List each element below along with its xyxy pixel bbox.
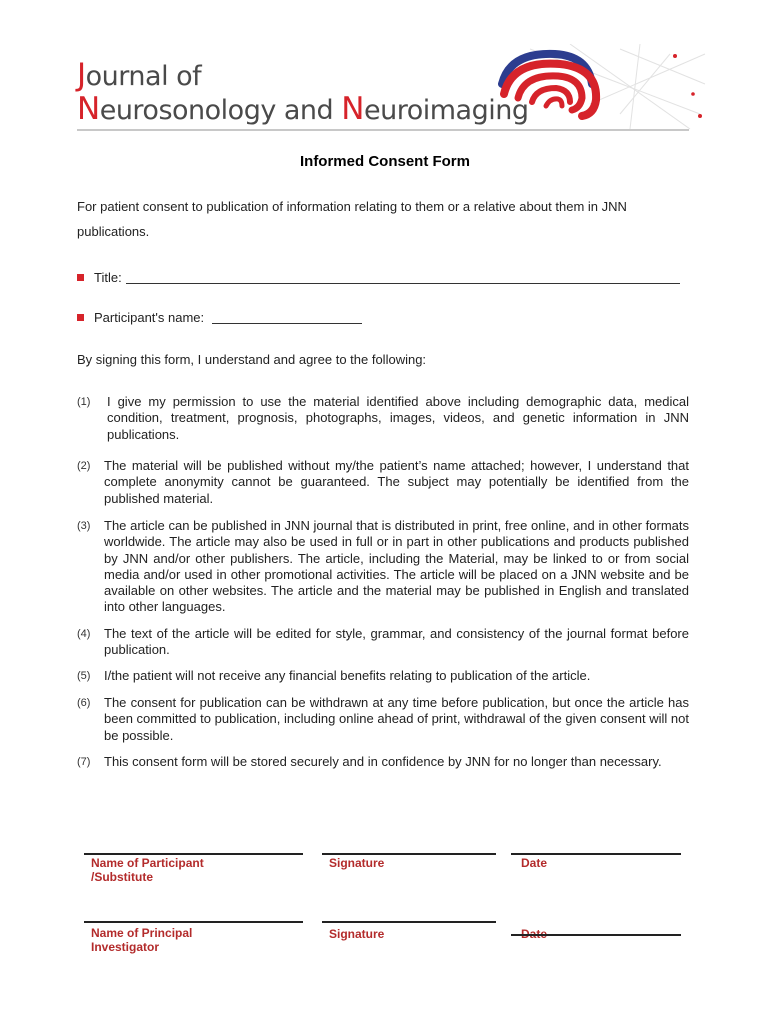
- logo-initial-n1: N: [77, 91, 100, 127]
- participant-name-label-line1: Name of Participant: [91, 856, 204, 870]
- title-field-label: Title:: [94, 270, 122, 285]
- item-text: The article can be published in JNN journal that is distributed in print, free online, and in other formats worldwide. The article may also be used in full or in part in other publications and products published by JNN and/or other publishers. The article, including the Material, may be linked to or from social media and/or used in other promotional activities. The article will be placed on a JNN website and be available on other websites. The article and the material may be published in English and translated into other languages.: [104, 518, 689, 615]
- item-text: The material will be published without my/the patient’s name attached; however, I understand that complete anonymity cannot be guaranteed. The subject may potentially be identified from the published material.: [104, 458, 689, 506]
- form-title: Informed Consent Form: [299, 153, 470, 170]
- item-text: The consent for publication can be withdrawn at any time before publication, but once the article has been committed to publication, including online ahead of print, withdrawal of the given consent will not be possible.: [104, 695, 689, 743]
- investigator-signature-line[interactable]: [322, 921, 496, 923]
- participant-field-label: Participant's name:: [94, 310, 205, 325]
- item-number: (6): [77, 697, 91, 709]
- item-number: (1): [77, 396, 91, 408]
- logo-initial-n2: N: [341, 91, 364, 127]
- title-field-row: [77, 270, 680, 285]
- participant-name-label: [91, 856, 204, 884]
- bullet-square-icon: [77, 314, 84, 321]
- item-number: (4): [77, 628, 91, 640]
- title-field-line[interactable]: [126, 271, 680, 284]
- journal-logo-line2: [77, 91, 529, 127]
- participant-date-label: Date: [521, 856, 548, 870]
- investigator-name-label-line2: Investigator: [91, 940, 160, 954]
- item-text: The text of the article will be edited for style, grammar, and consistency of the journal format before publication.: [104, 626, 689, 658]
- agreement-intro: By signing this form, I understand and agree to the following:: [77, 352, 427, 367]
- logo-initial-j: J: [77, 57, 86, 93]
- investigator-name-label: [91, 926, 192, 954]
- participant-date-line[interactable]: [511, 853, 681, 855]
- participant-signature-line[interactable]: [322, 853, 496, 855]
- bullet-square-icon: [77, 274, 84, 281]
- investigator-name-label-line1: Name of Principal: [91, 926, 193, 940]
- item-text: I give my permission to use the material identified above including demographic data, medical condition, treatment, prognosis, photographs, images, videos, and genetic information in JNN publications.: [107, 394, 689, 442]
- journal-logo-line1: [77, 57, 202, 93]
- logo-line2-rest: euroimaging: [363, 95, 529, 126]
- item-number: (7): [77, 756, 91, 768]
- item-text: I/the patient will not receive any financial benefits relating to publication of the article.: [104, 668, 591, 683]
- item-text: This consent form will be stored securely and in confidence by JNN for no longer than necessary.: [104, 754, 662, 769]
- participant-field-line[interactable]: [212, 311, 362, 324]
- item-number: (2): [77, 460, 91, 472]
- item-number: (5): [77, 670, 91, 682]
- participant-field-row: [77, 310, 362, 325]
- item-number: (3): [77, 520, 91, 532]
- logo-line2-mid: eurosonology and: [99, 95, 342, 126]
- brain-wave-mark-icon: [470, 44, 710, 132]
- participant-name-label-line2: /Substitute: [91, 870, 153, 884]
- header-divider: [77, 129, 689, 131]
- investigator-signature-label: Signature: [329, 927, 385, 941]
- investigator-name-line[interactable]: [84, 921, 303, 923]
- investigator-date-line[interactable]: [511, 934, 681, 936]
- participant-signature-label: Signature: [329, 856, 385, 870]
- participant-name-line[interactable]: [84, 853, 303, 855]
- logo-line1-text: ournal of: [85, 61, 202, 92]
- intro-paragraph: For patient consent to publication of information relating to them or a relative about them in JNN publications.: [77, 199, 627, 239]
